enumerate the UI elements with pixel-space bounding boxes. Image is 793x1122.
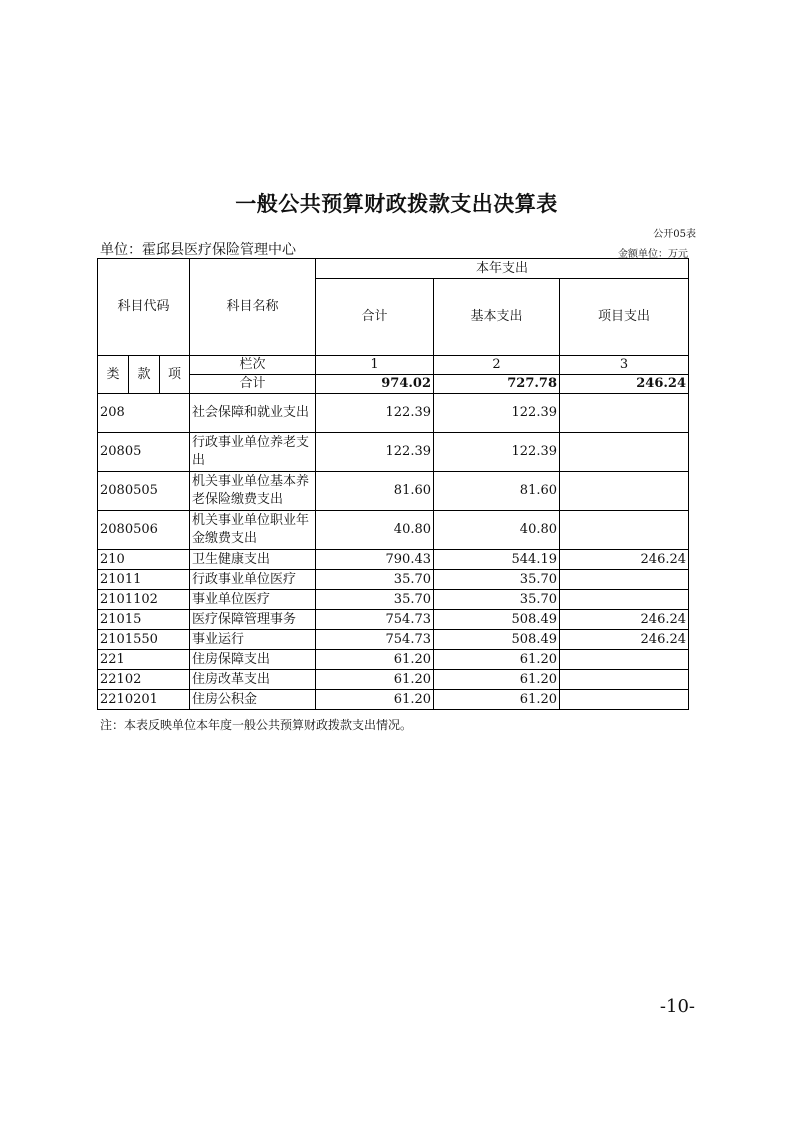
- total-row-project: 246.24: [560, 375, 689, 394]
- row-total: 122.39: [316, 394, 434, 433]
- page-title: 一般公共预算财政拨款支出决算表: [235, 191, 558, 216]
- header-xiang: 项: [160, 356, 190, 394]
- form-code: 公开05表: [653, 229, 696, 240]
- table-row: [98, 650, 689, 670]
- row-name: 住房改革支出: [190, 670, 316, 690]
- row-project: [560, 590, 689, 610]
- row-basic: 40.80: [434, 511, 560, 550]
- row-project: [560, 650, 689, 670]
- row-basic: 81.60: [434, 472, 560, 511]
- row-basic: 61.20: [434, 690, 560, 710]
- row-name: 住房保障支出: [190, 650, 316, 670]
- expenditure-table: [97, 258, 689, 710]
- row-basic: 61.20: [434, 670, 560, 690]
- table-row: [98, 472, 689, 511]
- row-code: 20805: [98, 433, 190, 472]
- row-total: 122.39: [316, 433, 434, 472]
- row-code: 22102: [98, 670, 190, 690]
- total-row-basic: 727.78: [434, 375, 560, 394]
- row-name: 事业单位医疗: [190, 590, 316, 610]
- row-basic: 508.49: [434, 630, 560, 650]
- header-total: 合计: [316, 279, 434, 356]
- footnote: 注：本表反映单位本年度一般公共预算财政拨款支出情况。: [100, 718, 413, 732]
- table-row: [98, 433, 689, 472]
- table-row: [98, 394, 689, 433]
- table-row: [98, 570, 689, 590]
- header-lei: 类: [98, 356, 129, 394]
- row-basic: 122.39: [434, 433, 560, 472]
- row-total: 61.20: [316, 650, 434, 670]
- row-project: [560, 433, 689, 472]
- row-project: [560, 690, 689, 710]
- header-name: 科目名称: [190, 259, 316, 356]
- row-total: 754.73: [316, 610, 434, 630]
- row-total: 35.70: [316, 570, 434, 590]
- row-total: 81.60: [316, 472, 434, 511]
- row-project: 246.24: [560, 550, 689, 570]
- header-col1: 1: [316, 356, 434, 375]
- row-code: 21011: [98, 570, 190, 590]
- row-code: 210: [98, 550, 190, 570]
- row-total: 790.43: [316, 550, 434, 570]
- header-project: 项目支出: [560, 279, 689, 356]
- header-lanci: 栏次: [190, 356, 316, 375]
- row-name: 行政事业单位医疗: [190, 570, 316, 590]
- table-row: [98, 511, 689, 550]
- total-row-total: 974.02: [316, 375, 434, 394]
- row-name: 卫生健康支出: [190, 550, 316, 570]
- table-row: [98, 610, 689, 630]
- row-project: [560, 670, 689, 690]
- row-basic: 122.39: [434, 394, 560, 433]
- row-code: 2101102: [98, 590, 190, 610]
- header-basic: 基本支出: [434, 279, 560, 356]
- header-kuan: 款: [129, 356, 160, 394]
- page-number: -10-: [659, 996, 695, 1017]
- row-name: 行政事业单位养老支出: [190, 433, 316, 472]
- row-project: 246.24: [560, 630, 689, 650]
- row-name: 医疗保障管理事务: [190, 610, 316, 630]
- row-project: [560, 394, 689, 433]
- row-code: 2080505: [98, 472, 190, 511]
- row-total: 40.80: [316, 511, 434, 550]
- row-basic: 35.70: [434, 590, 560, 610]
- total-row-label: 合计: [190, 375, 316, 394]
- row-project: [560, 472, 689, 511]
- row-name: 机关事业单位职业年金缴费支出: [190, 511, 316, 550]
- money-unit: 金额单位：万元: [618, 249, 688, 260]
- row-code: 2080506: [98, 511, 190, 550]
- row-code: 221: [98, 650, 190, 670]
- row-name: 社会保障和就业支出: [190, 394, 316, 433]
- row-total: 754.73: [316, 630, 434, 650]
- row-basic: 61.20: [434, 650, 560, 670]
- row-code: 208: [98, 394, 190, 433]
- row-code: 21015: [98, 610, 190, 630]
- row-code: 2210201: [98, 690, 190, 710]
- row-project: [560, 511, 689, 550]
- row-name: 机关事业单位基本养老保险缴费支出: [190, 472, 316, 511]
- table-row: [98, 550, 689, 570]
- row-code: 2101550: [98, 630, 190, 650]
- row-total: 61.20: [316, 690, 434, 710]
- table-row: [98, 590, 689, 610]
- header-code: 科目代码: [98, 259, 190, 356]
- row-total: 35.70: [316, 590, 434, 610]
- row-project: 246.24: [560, 610, 689, 630]
- table-row: [98, 670, 689, 690]
- header-group: 本年支出: [316, 259, 689, 279]
- row-basic: 544.19: [434, 550, 560, 570]
- unit-label: 单位：霍邱县医疗保险管理中心: [100, 242, 296, 258]
- row-name: 住房公积金: [190, 690, 316, 710]
- row-basic: 35.70: [434, 570, 560, 590]
- row-project: [560, 570, 689, 590]
- table-row: [98, 690, 689, 710]
- row-total: 61.20: [316, 670, 434, 690]
- header-col3: 3: [560, 356, 689, 375]
- row-basic: 508.49: [434, 610, 560, 630]
- header-col2: 2: [434, 356, 560, 375]
- row-name: 事业运行: [190, 630, 316, 650]
- table-row: [98, 630, 689, 650]
